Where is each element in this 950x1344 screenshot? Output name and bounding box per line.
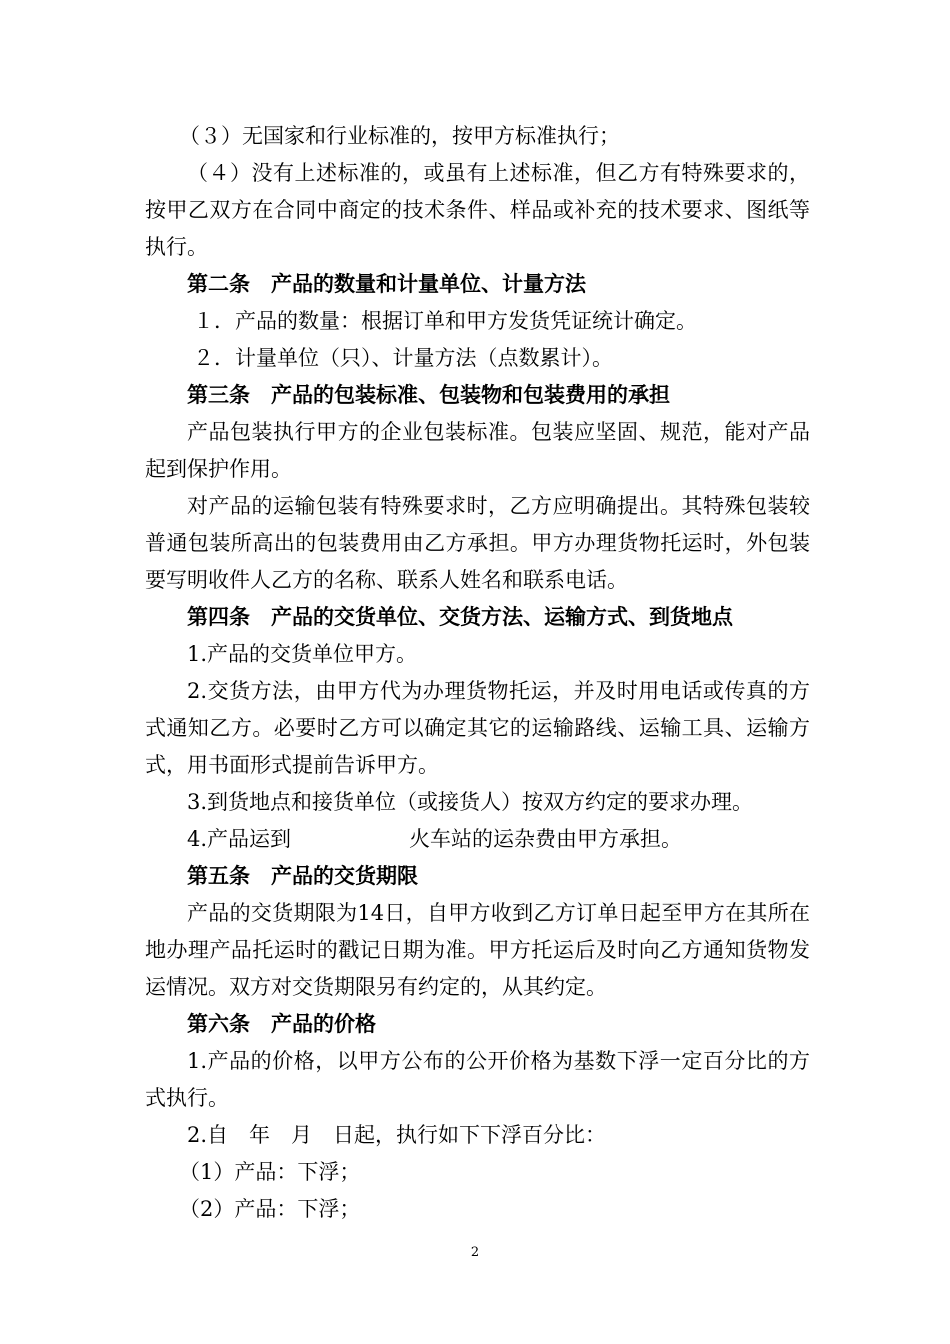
article-6-item-2: 2.自 年 月 日起，执行如下下浮百分比： (187, 1123, 607, 1147)
article-3-heading: 第三条 产品的包装标准、包装物和包装费用的承担 (187, 383, 670, 407)
clause-4: （４）没有上述标准的，或虽有上述标准，但乙方有特殊要求的，按甲乙双方在合同中商定的技术条件、样品或补充的技术要求、图纸等执行。 (145, 161, 810, 259)
article-3-para-2: 对产品的运输包装有特殊要求时，乙方应明确提出。其特殊包装较普通包装所高出的包装费用由乙方承担。甲方办理货物托运时，外包装要写明收件人乙方的名称、联系人姓名和联系电话。 (145, 494, 810, 592)
article-4-item-4-end: 火车站的运杂费由甲方承担。 (409, 827, 683, 851)
article-4-item-3: 3.到货地点和接货单位（或接货人）按双方约定的要求办理。 (187, 790, 754, 814)
article-4-heading: 第四条 产品的交货单位、交货方法、运输方式、到货地点 (187, 605, 733, 629)
article-2-item-1: １．产品的数量：根据订单和甲方发货凭证统计确定。 (193, 309, 697, 333)
article-6-heading: 第六条 产品的价格 (187, 1012, 376, 1036)
article-5-para-1: 产品的交货期限为14日，自甲方收到乙方订单日起至甲方在其所在地办理产品托运时的戳记日期为准。甲方托运后及时向乙方通知货物发运情况。双方对交货期限另有约定的，从其约定。 (145, 901, 810, 999)
article-4-item-4 (145, 821, 810, 858)
article-6-sub-1: （1）产品：下浮； (179, 1160, 361, 1184)
article-2-heading: 第二条 产品的数量和计量单位、计量方法 (187, 272, 586, 296)
document-body (145, 118, 810, 1228)
article-6-sub-2: （2）产品：下浮； (179, 1197, 361, 1221)
article-4-item-4-start: 4.产品运到 (187, 827, 292, 851)
clause-3: （３）无国家和行业标准的，按甲方标准执行； (179, 124, 620, 148)
article-6-item-1: 1.产品的价格，以甲方公布的公开价格为基数下浮一定百分比的方式执行。 (145, 1049, 810, 1110)
article-4-item-1: 1.产品的交货单位甲方。 (187, 642, 418, 666)
article-4-item-2: 2.交货方法，由甲方代为办理货物托运，并及时用电话或传真的方式通知乙方。必要时乙方可以确定其它的运输路线、运输工具、运输方式，用书面形式提前告诉甲方。 (145, 679, 810, 777)
article-2-item-2: ２．计量单位（只）、计量方法（点数累计）。 (193, 346, 613, 370)
article-5-heading: 第五条 产品的交货期限 (187, 864, 418, 888)
page-number: 2 (470, 1245, 480, 1260)
article-3-para-1: 产品包装执行甲方的企业包装标准。包装应坚固、规范，能对产品起到保护作用。 (145, 420, 810, 481)
